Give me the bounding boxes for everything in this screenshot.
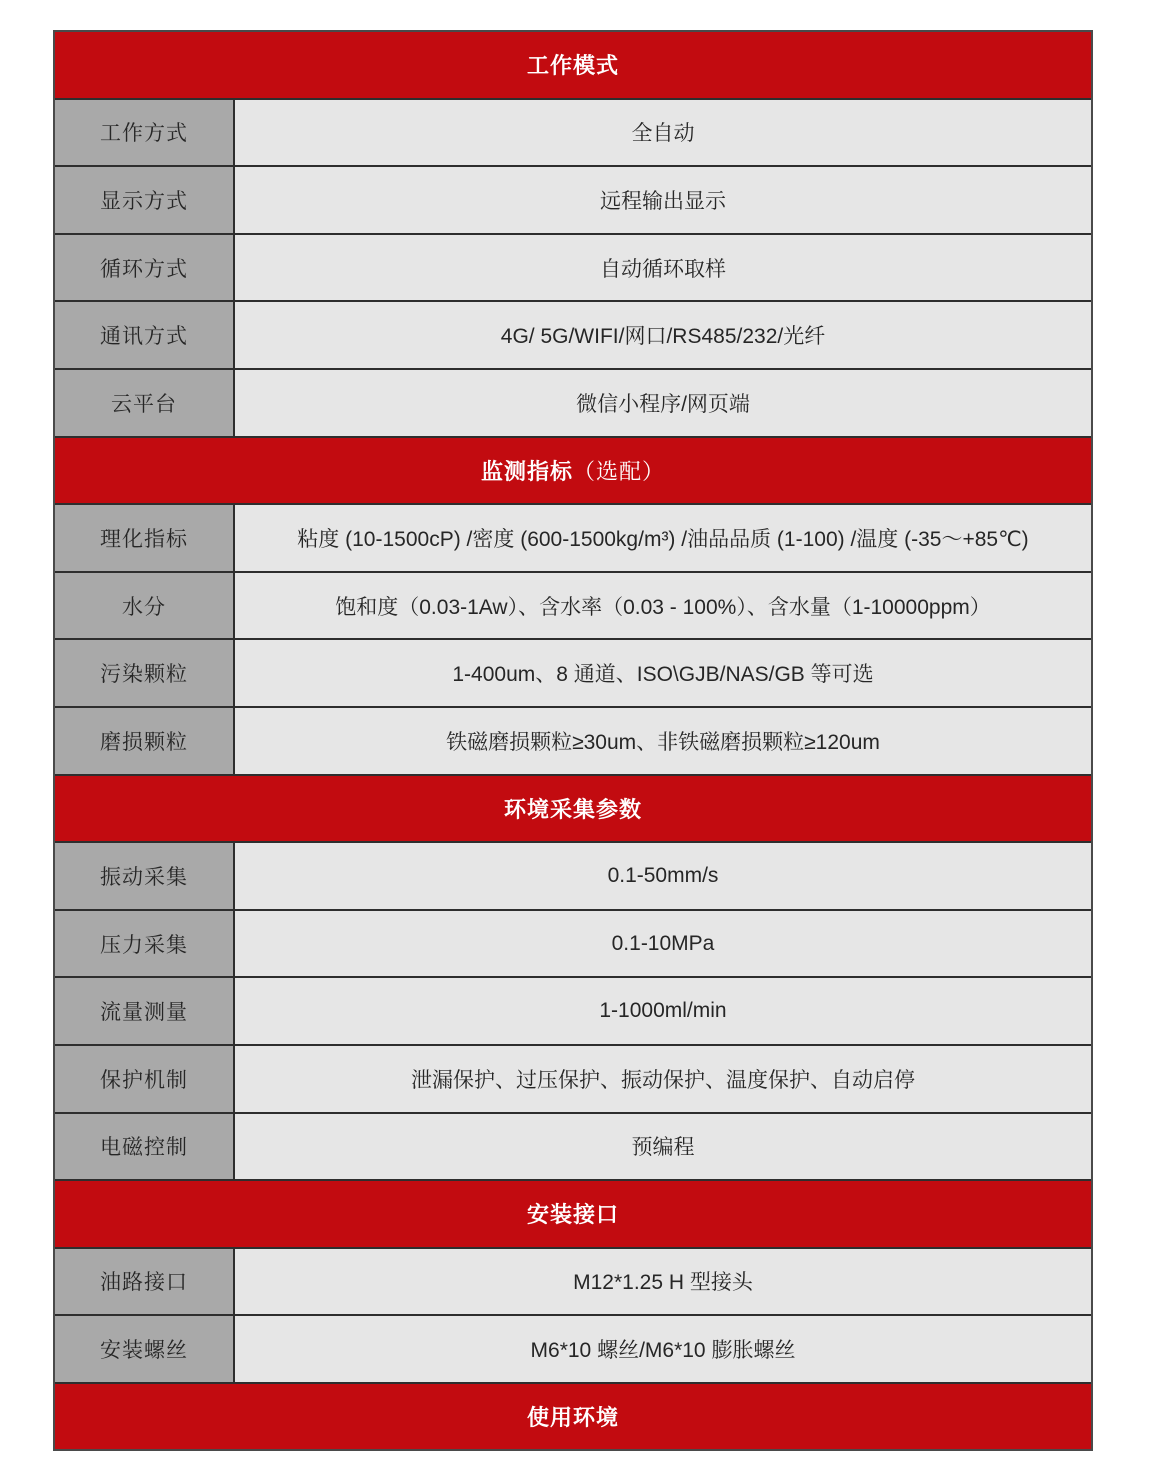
spec-value: 预编程 — [235, 1114, 1091, 1180]
section-header-operating-environment — [55, 1384, 1091, 1450]
row-communication — [55, 302, 1091, 370]
row-solenoid-control — [55, 1114, 1091, 1182]
row-physicochemical — [55, 505, 1091, 573]
row-moisture — [55, 573, 1091, 641]
spec-label: 流量测量 — [55, 978, 235, 1044]
spec-value: 微信小程序/网页端 — [235, 370, 1091, 436]
row-vibration — [55, 843, 1091, 911]
spec-label: 理化指标 — [55, 505, 235, 571]
spec-label: 压力采集 — [55, 911, 235, 977]
spec-label: 安装螺丝 — [55, 1316, 235, 1382]
spec-value: M6*10 螺丝/M6*10 膨胀螺丝 — [235, 1316, 1091, 1382]
spec-value: 远程输出显示 — [235, 167, 1091, 233]
spec-label: 通讯方式 — [55, 302, 235, 368]
row-protection — [55, 1046, 1091, 1114]
spec-value: 0.1-50mm/s — [235, 843, 1091, 909]
row-cloud-platform — [55, 370, 1091, 438]
row-work-method — [55, 100, 1091, 168]
spec-label: 显示方式 — [55, 167, 235, 233]
section-header-label: 使用环境 — [526, 1405, 619, 1431]
spec-label: 循环方式 — [55, 235, 235, 301]
spec-label: 工作方式 — [55, 100, 235, 166]
row-cycle-method — [55, 235, 1091, 303]
spec-value: 4G/ 5G/WIFI/网口/RS485/232/光纤 — [235, 302, 1091, 368]
row-display-method — [55, 167, 1091, 235]
spec-value: 1-400um、8 通道、ISO\GJB/NAS/GB 等可选 — [235, 640, 1091, 706]
section-header-environment-params — [55, 776, 1091, 844]
spec-value: 饱和度（0.03-1Aw）、含水率（0.03 - 100%）、含水量（1-10000ppm） — [235, 573, 1091, 639]
spec-label: 污染颗粒 — [55, 640, 235, 706]
spec-label: 保护机制 — [55, 1046, 235, 1112]
row-flow — [55, 978, 1091, 1046]
section-header-label: 安装接口 — [526, 1202, 619, 1228]
spec-value: M12*1.25 H 型接头 — [235, 1249, 1091, 1315]
row-pressure — [55, 911, 1091, 979]
spec-label: 磨损颗粒 — [55, 708, 235, 774]
section-header-installation-interface — [55, 1181, 1091, 1249]
section-header-label: 环境采集参数 — [503, 796, 642, 822]
spec-value: 铁磁磨损颗粒≥30um、非铁磁磨损颗粒≥120um — [235, 708, 1091, 774]
spec-value: 0.1-10MPa — [235, 911, 1091, 977]
row-wear-particles — [55, 708, 1091, 776]
spec-table — [53, 30, 1093, 1451]
spec-label: 水分 — [55, 573, 235, 639]
spec-value: 1-1000ml/min — [235, 978, 1091, 1044]
spec-label: 振动采集 — [55, 843, 235, 909]
section-header-label: 监测指标 — [480, 458, 573, 484]
spec-value: 粘度 (10-1500cP) /密度 (600-1500kg/m³) /油品品质 (1-100) /温度 (-35～+85℃) — [235, 505, 1091, 571]
spec-value: 自动循环取样 — [235, 235, 1091, 301]
section-header-work-mode — [55, 32, 1091, 100]
spec-value: 全自动 — [235, 100, 1091, 166]
spec-label: 云平台 — [55, 370, 235, 436]
spec-label: 电磁控制 — [55, 1114, 235, 1180]
section-header-monitoring-indicators — [55, 438, 1091, 506]
row-contamination-particles — [55, 640, 1091, 708]
section-header-suffix: （选配） — [573, 458, 666, 484]
row-mounting-screws — [55, 1316, 1091, 1384]
spec-value: 泄漏保护、过压保护、振动保护、温度保护、自动启停 — [235, 1046, 1091, 1112]
section-header-label: 工作模式 — [526, 53, 619, 79]
spec-label: 油路接口 — [55, 1249, 235, 1315]
row-oil-port — [55, 1249, 1091, 1317]
